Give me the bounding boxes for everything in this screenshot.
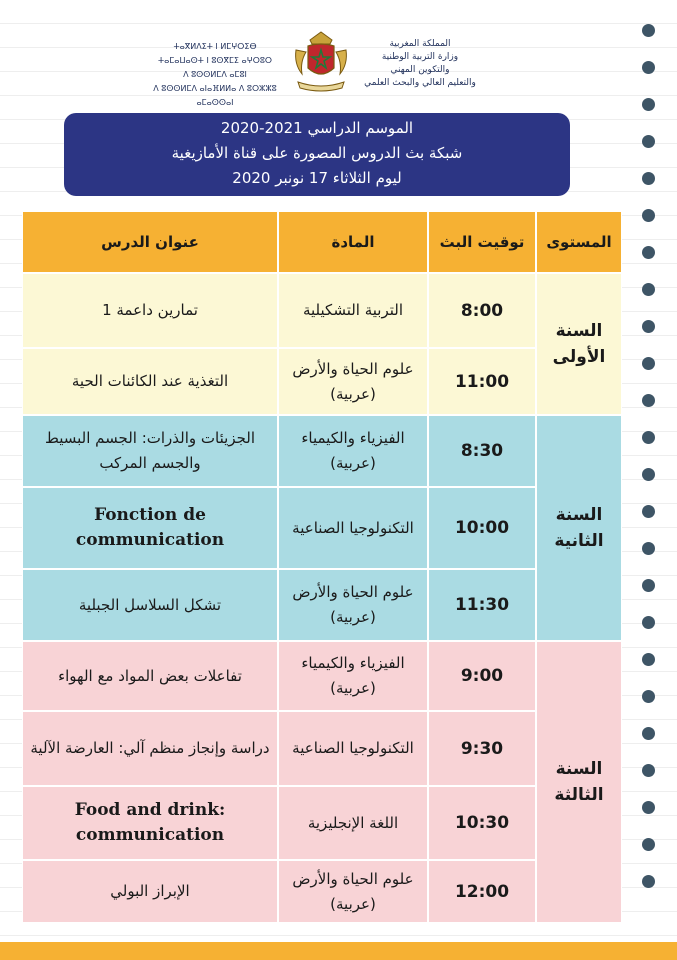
spiral-dot <box>642 579 655 592</box>
table-row <box>22 273 622 348</box>
table-row <box>22 415 622 487</box>
subject-cell: علوم الحياة والأرض (عربية) <box>278 860 428 923</box>
spiral-dot <box>642 801 655 814</box>
ministry-name <box>345 38 495 90</box>
time-cell: 9:30 <box>428 711 536 786</box>
spiral-dot <box>642 431 655 444</box>
ministry-header <box>140 30 500 107</box>
header-lesson-title: عنوان الدرس <box>22 211 278 273</box>
spiral-dot <box>642 727 655 740</box>
time-cell: 11:00 <box>428 348 536 415</box>
lesson-title-cell: تفاعلات بعض المواد مع الهواء <box>22 641 278 711</box>
time-cell: 12:00 <box>428 860 536 923</box>
spiral-dot <box>642 283 655 296</box>
spiral-dot <box>642 24 655 37</box>
table-row <box>22 860 622 923</box>
tifinagh-line: ⴷ ⵓⵙⵙⵍⵎⴷ ⴰⵎⵓⵏ <box>183 70 247 79</box>
subject-cell: التربية التشكيلية <box>278 273 428 348</box>
subject-cell: علوم الحياة والأرض (عربية) <box>278 348 428 415</box>
spiral-dot <box>642 135 655 148</box>
schedule-subtitle: شبكة بث الدروس المصورة على قناة الأمازيغية <box>171 144 463 162</box>
coat-of-arms-icon <box>290 30 352 94</box>
lesson-title-cell: الجزيئات والذرات: الجسم البسيط والجسم المركب <box>22 415 278 487</box>
lesson-title-cell: Food and drink: communication <box>22 786 278 860</box>
tifinagh-ministry-name <box>140 40 290 110</box>
lesson-title-cell: Fonction de communication <box>22 487 278 569</box>
schedule-date: ليوم الثلاثاء 17 نونبر 2020 <box>232 169 402 187</box>
ministry-line: المملكة المغربية <box>389 39 451 49</box>
time-cell: 8:30 <box>428 415 536 487</box>
level-cell: السنة الثالثة <box>536 641 622 923</box>
tifinagh-line: ⴷ ⵓⵙⵙⵍⵎⴷ ⴰⵏⴰⴼⵍⵍⴰ ⴷ ⵓⵔⵣⵣⵓ ⴰⵎⴰⵙⵙⴰⵏ <box>153 84 277 107</box>
bottom-accent-bar <box>0 942 677 960</box>
spiral-dot <box>642 98 655 111</box>
tifinagh-line: ⵜⴰⵎⴰⵡⴰⵙⵜ ⵏ ⵓⵙⴳⵎⵉ ⴰⵖⵔⵓⵔ <box>158 56 272 65</box>
table-row <box>22 348 622 415</box>
table-row <box>22 487 622 569</box>
lesson-title-cell: التغذية عند الكائنات الحية <box>22 348 278 415</box>
spiral-dot <box>642 172 655 185</box>
subject-cell: اللغة الإنجليزية <box>278 786 428 860</box>
spiral-dot <box>642 764 655 777</box>
time-cell: 9:00 <box>428 641 536 711</box>
time-cell: 8:00 <box>428 273 536 348</box>
spiral-dot <box>642 838 655 851</box>
lesson-title-cell: تمارين داعمة 1 <box>22 273 278 348</box>
spiral-dot <box>642 357 655 370</box>
subject-cell: التكنولوجيا الصناعية <box>278 711 428 786</box>
ministry-line: والتعليم العالي والبحث العلمي <box>364 78 476 88</box>
subject-cell: التكنولوجيا الصناعية <box>278 487 428 569</box>
subject-cell: الفيزياء والكيمياء (عربية) <box>278 641 428 711</box>
header-time: توقيت البث <box>428 211 536 273</box>
spiral-dot <box>642 616 655 629</box>
table-row <box>22 711 622 786</box>
table-header-row <box>22 211 622 273</box>
spiral-dot <box>642 505 655 518</box>
lesson-title-cell: تشكل السلاسل الجبلية <box>22 569 278 641</box>
table-row <box>22 786 622 860</box>
spiral-dot <box>642 394 655 407</box>
spiral-dot <box>642 468 655 481</box>
spiral-dot <box>642 542 655 555</box>
table-row <box>22 641 622 711</box>
subject-cell: الفيزياء والكيمياء (عربية) <box>278 415 428 487</box>
spiral-dot <box>642 653 655 666</box>
spiral-dot <box>642 875 655 888</box>
level-cell: السنة الأولى <box>536 273 622 415</box>
level-cell: السنة الثانية <box>536 415 622 641</box>
spiral-dot <box>642 690 655 703</box>
ministry-line: وزارة التربية الوطنية <box>381 52 459 62</box>
spiral-dot <box>642 209 655 222</box>
spiral-dot <box>642 246 655 259</box>
subject-cell: علوم الحياة والأرض (عربية) <box>278 569 428 641</box>
table-row <box>22 569 622 641</box>
lesson-title-cell: دراسة وإنجاز منظم آلي: العارضة الآلية <box>22 711 278 786</box>
header-subject: المادة <box>278 211 428 273</box>
lesson-title-cell: الإبراز البولي <box>22 860 278 923</box>
school-year-title: الموسم الدراسي 2021-2020 <box>220 119 414 137</box>
time-cell: 10:30 <box>428 786 536 860</box>
schedule-title-banner <box>64 113 570 196</box>
time-cell: 10:00 <box>428 487 536 569</box>
tifinagh-line: ⵜⴰⴳⵍⴷⵉⵜ ⵏ ⵍⵎⵖⵔⵉⴱ <box>173 42 257 51</box>
time-cell: 11:30 <box>428 569 536 641</box>
spiral-dot <box>642 320 655 333</box>
broadcast-schedule-table <box>22 211 622 923</box>
ministry-line: والتكوين المهني <box>390 65 450 75</box>
header-level: المستوى <box>536 211 622 273</box>
spiral-dot <box>642 61 655 74</box>
notebook-spiral-dots <box>642 24 655 912</box>
